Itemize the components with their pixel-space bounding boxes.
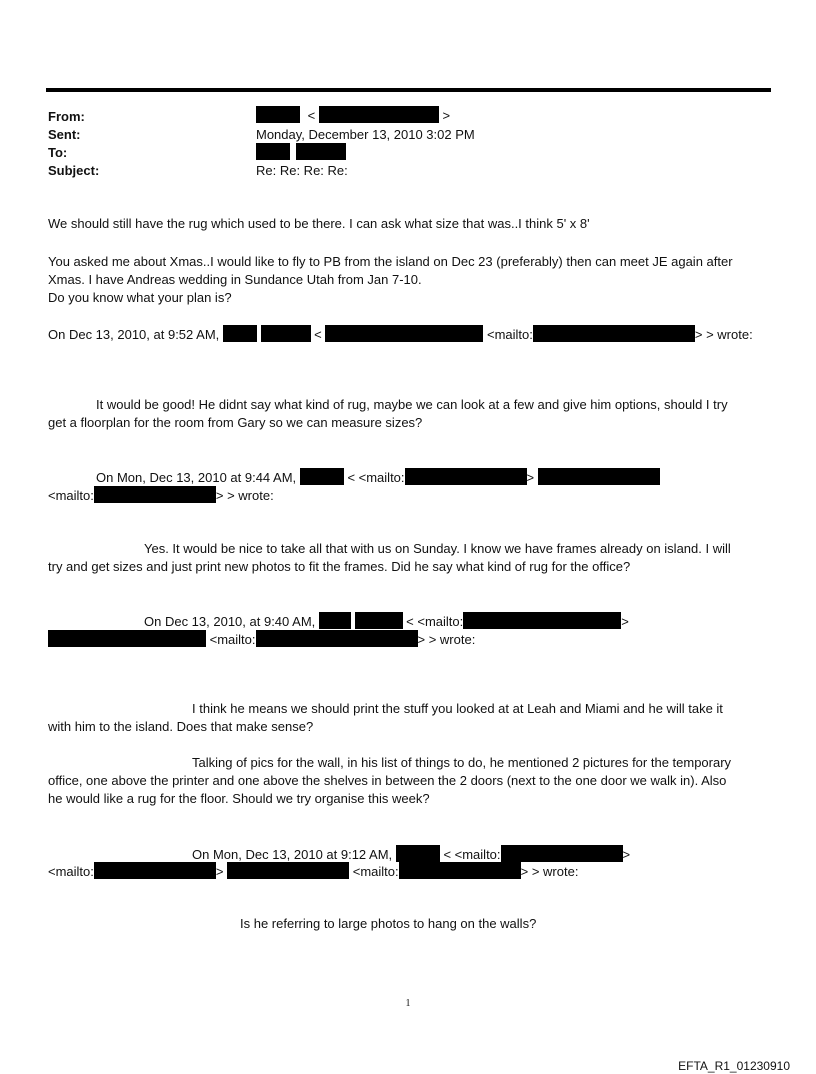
quote-header bbox=[48, 486, 274, 504]
header-rule bbox=[46, 88, 771, 92]
redaction-block bbox=[325, 325, 483, 342]
redaction-block bbox=[223, 325, 257, 342]
mailto-text: <mailto: bbox=[352, 864, 399, 879]
mailto-text: <mailto: bbox=[48, 864, 94, 879]
quote-header bbox=[48, 630, 475, 648]
mailto-text: < <mailto: bbox=[443, 847, 501, 862]
redaction-block bbox=[261, 325, 311, 342]
wrote-text: > > wrote: bbox=[417, 632, 476, 647]
quote-header: On Mon, Dec 13, 2010 at 9:12 AM, < <mailto: > bbox=[192, 847, 631, 862]
redaction-block bbox=[533, 325, 695, 342]
body-paragraph: he would like a rug for the floor. Should we try organise this week? bbox=[48, 791, 430, 806]
redaction-block bbox=[355, 612, 403, 629]
wrote-text: > > wrote: bbox=[520, 864, 579, 879]
body-paragraph: Yes. It would be nice to take all that with us on Sunday. I know we have frames already on island. I will bbox=[144, 541, 731, 556]
to-value bbox=[256, 143, 346, 161]
sent-value: Monday, December 13, 2010 3:02 PM bbox=[256, 127, 475, 142]
page-number: 1 bbox=[405, 998, 411, 1009]
wrote-text: > > wrote: bbox=[694, 327, 753, 342]
redaction-block bbox=[256, 143, 290, 160]
quote-header: On Dec 13, 2010, at 9:40 AM, < <mailto: > bbox=[144, 614, 629, 629]
sent-label: Sent: bbox=[48, 127, 81, 142]
redaction-block bbox=[319, 612, 351, 629]
redaction-block bbox=[227, 862, 349, 879]
redaction-block bbox=[48, 630, 206, 647]
body-paragraph: Xmas. I have Andreas wedding in Sundance Utah from Jan 7-10. bbox=[48, 272, 422, 287]
mailto-text: <mailto: bbox=[48, 488, 94, 503]
mailto-text: <mailto: bbox=[209, 632, 256, 647]
quote-header-text: On Dec 13, 2010, at 9:52 AM, bbox=[48, 327, 220, 342]
subject-value: Re: Re: Re: Re: bbox=[256, 163, 348, 178]
redaction-block bbox=[94, 486, 216, 503]
redaction-block bbox=[538, 468, 660, 485]
body-paragraph: We should still have the rug which used to be there. I can ask what size that was..I think 5' x 8' bbox=[48, 216, 590, 231]
body-paragraph: You asked me about Xmas..I would like to fly to PB from the island on Dec 23 (preferably) then can meet JE again after bbox=[48, 254, 733, 269]
body-paragraph: Do you know what your plan is? bbox=[48, 290, 232, 305]
redaction-block bbox=[94, 862, 216, 879]
body-paragraph: with him to the island. Does that make sense? bbox=[48, 719, 314, 734]
redaction-block bbox=[300, 468, 344, 485]
quote-header-text: On Mon, Dec 13, 2010 at 9:12 AM, bbox=[192, 847, 393, 862]
quote-header: On Dec 13, 2010, at 9:52 AM, < <mailto: > > wrote: bbox=[48, 327, 753, 342]
from-label: From: bbox=[48, 109, 85, 124]
body-paragraph: office, one above the printer and one above the shelves in between the 2 doors (next to the one door we walk in). Also bbox=[48, 773, 727, 788]
quote-header: On Mon, Dec 13, 2010 at 9:44 AM, < <mailto: > bbox=[96, 468, 660, 486]
body-paragraph: I think he means we should print the stuff you looked at at Leah and Miami and he will take it bbox=[192, 701, 723, 716]
mailto-text: <mailto: bbox=[487, 327, 533, 342]
body-paragraph: Talking of pics for the wall, in his list of things to do, he mentioned 2 pictures for the temporary bbox=[192, 755, 732, 770]
redaction-block bbox=[463, 612, 621, 629]
redaction-block bbox=[405, 468, 527, 485]
redaction-block bbox=[396, 845, 440, 862]
redaction-block bbox=[256, 630, 418, 647]
bates-number: EFTA_R1_01230910 bbox=[678, 1059, 790, 1073]
body-paragraph: Is he referring to large photos to hang on the walls? bbox=[240, 916, 537, 931]
body-paragraph: get a floorplan for the room from Gary so we can measure sizes? bbox=[48, 415, 423, 430]
wrote-text: > > wrote: bbox=[215, 488, 274, 503]
body-paragraph: It would be good! He didnt say what kind of rug, maybe we can look at a few and give him options, should I try bbox=[96, 397, 728, 412]
quote-header: <mailto: > <mailto: > > wrote: bbox=[48, 864, 579, 879]
from-value: < > bbox=[256, 106, 450, 124]
mailto-text: < <mailto: bbox=[406, 614, 464, 629]
mailto-text: < <mailto: bbox=[347, 470, 405, 485]
quote-header-text: On Dec 13, 2010, at 9:40 AM, bbox=[144, 614, 316, 629]
body-paragraph: try and get sizes and just print new photos to fit the frames. Did he say what kind of rug for the office? bbox=[48, 559, 631, 574]
subject-label: Subject: bbox=[48, 163, 100, 178]
to-label: To: bbox=[48, 145, 68, 160]
redaction-block bbox=[319, 106, 439, 123]
redaction-block bbox=[256, 106, 300, 123]
redaction-block bbox=[501, 845, 623, 862]
redaction-block bbox=[399, 862, 521, 879]
redaction-block bbox=[296, 143, 346, 160]
quote-header-text: On Mon, Dec 13, 2010 at 9:44 AM, bbox=[96, 470, 297, 485]
